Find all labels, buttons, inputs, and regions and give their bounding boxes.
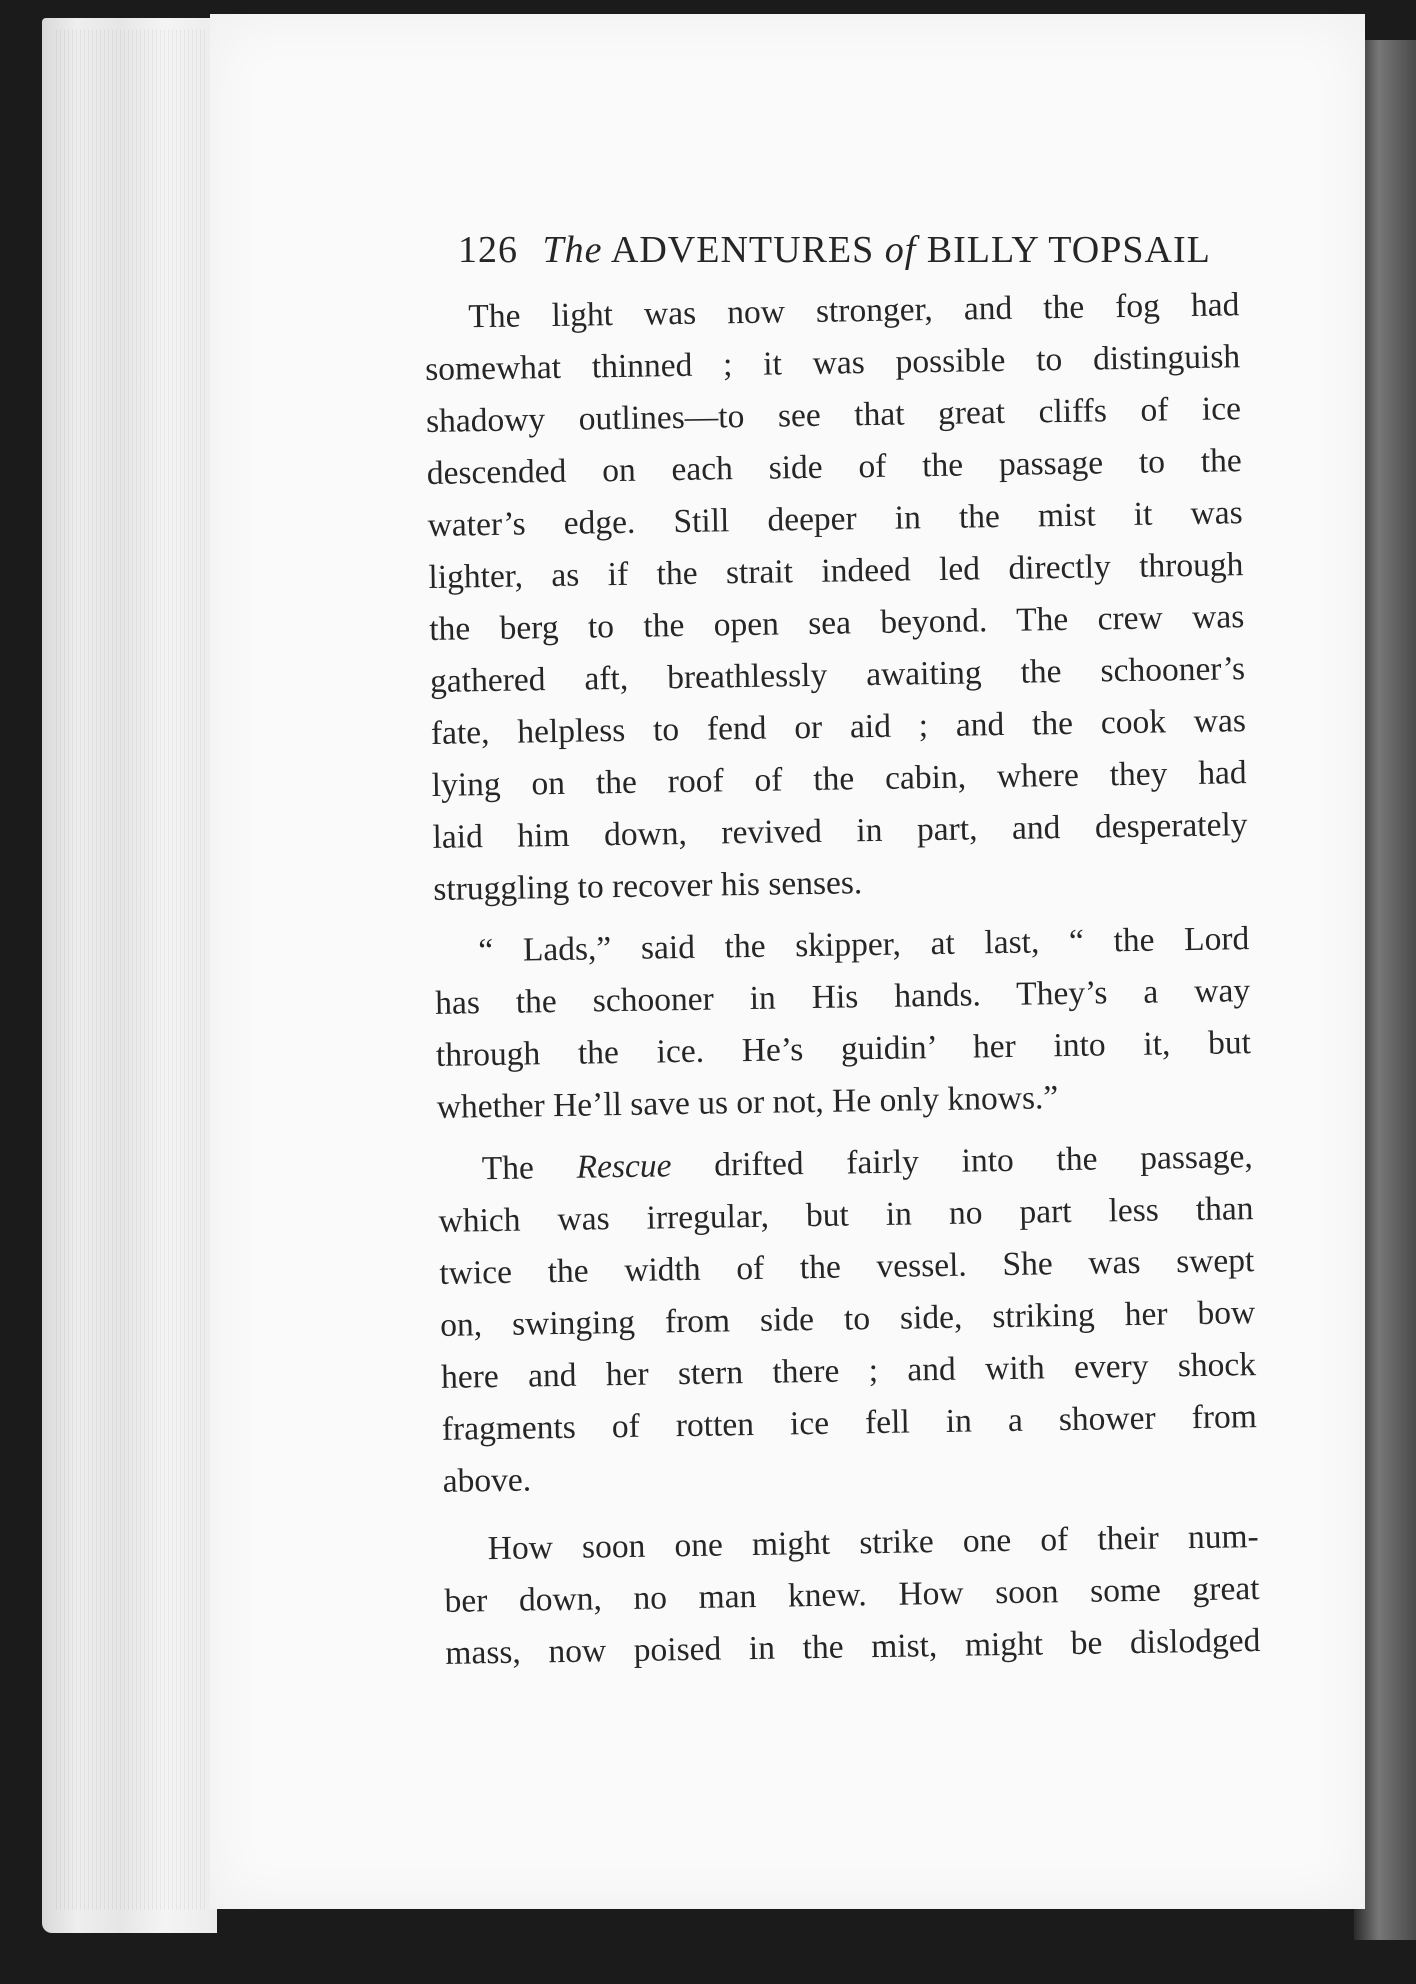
- text-line: has the schooner in His hands. They’s a way: [434, 972, 1251, 1022]
- text-line: laid him down, revived in part, and desperately: [432, 806, 1248, 856]
- header-the: The: [542, 229, 603, 271]
- italic-ship-name: Rescue: [576, 1147, 672, 1186]
- text-line: through the ice. He’s guidin’ her into it, but: [435, 1024, 1252, 1074]
- text-line: How soon one might strike one of their num-: [487, 1518, 1259, 1568]
- text-line: descended on each side of the passage to the: [426, 442, 1243, 492]
- text-fragment: drifted fairly into the passage,: [713, 1138, 1254, 1184]
- paragraph-4: [443, 1511, 1260, 1680]
- text-line: above.: [442, 1461, 532, 1500]
- text-line: on, swinging from side to side, striking her bow: [439, 1294, 1256, 1344]
- text-line: ber down, no man knew. How soon some great: [444, 1570, 1260, 1620]
- header-adventures: ADVENTURES: [610, 229, 875, 271]
- paragraph-1: [424, 279, 1249, 916]
- text-line: here and her stern there ; and with every shock: [440, 1346, 1257, 1396]
- page-number: 126: [458, 229, 518, 271]
- text-line: “ Lads,” said the skipper, at last, “ the Lord: [478, 920, 1250, 970]
- text-line: fate, helpless to fend or aid ; and the cook was: [430, 702, 1247, 752]
- header-of: of: [884, 229, 917, 271]
- text-line: somewhat thinned ; it was possible to distinguish: [424, 338, 1241, 388]
- text-line: which was irregular, but in no part less than: [438, 1190, 1254, 1240]
- text-fragment: The: [481, 1149, 535, 1188]
- header-name: BILLY TOPSAIL: [926, 229, 1211, 271]
- body-text: [424, 279, 1261, 1680]
- text-line: The light was now stronger, and the fog had: [468, 286, 1240, 336]
- paragraph-3: [437, 1131, 1258, 1508]
- text-line: whether He’ll save us or not, He only knows.”: [436, 1079, 1059, 1126]
- text-line: mass, now poised in the mist, might be dislodged: [445, 1622, 1261, 1672]
- running-header: [458, 228, 1233, 272]
- text-line: lying on the roof of the cabin, where they had: [431, 754, 1247, 804]
- text-line: the berg to the open sea beyond. The crew was: [429, 598, 1245, 648]
- text-line: shadowy outlines—to see that great cliffs of ice: [425, 390, 1242, 440]
- text-line: fragments of rotten ice fell in a shower from: [441, 1398, 1258, 1448]
- text-line: gathered aft, breathlessly awaiting the schooner’s: [429, 650, 1246, 700]
- text-line: water’s edge. Still deeper in the mist it was: [427, 494, 1243, 544]
- paragraph-2: [434, 913, 1252, 1134]
- text-line: twice the width of the vessel. She was swept: [439, 1242, 1255, 1292]
- text-line: struggling to recover his senses.: [433, 864, 863, 908]
- text-line: lighter, as if the strait indeed led directly through: [428, 546, 1244, 596]
- page-stack-texture: [56, 30, 206, 1910]
